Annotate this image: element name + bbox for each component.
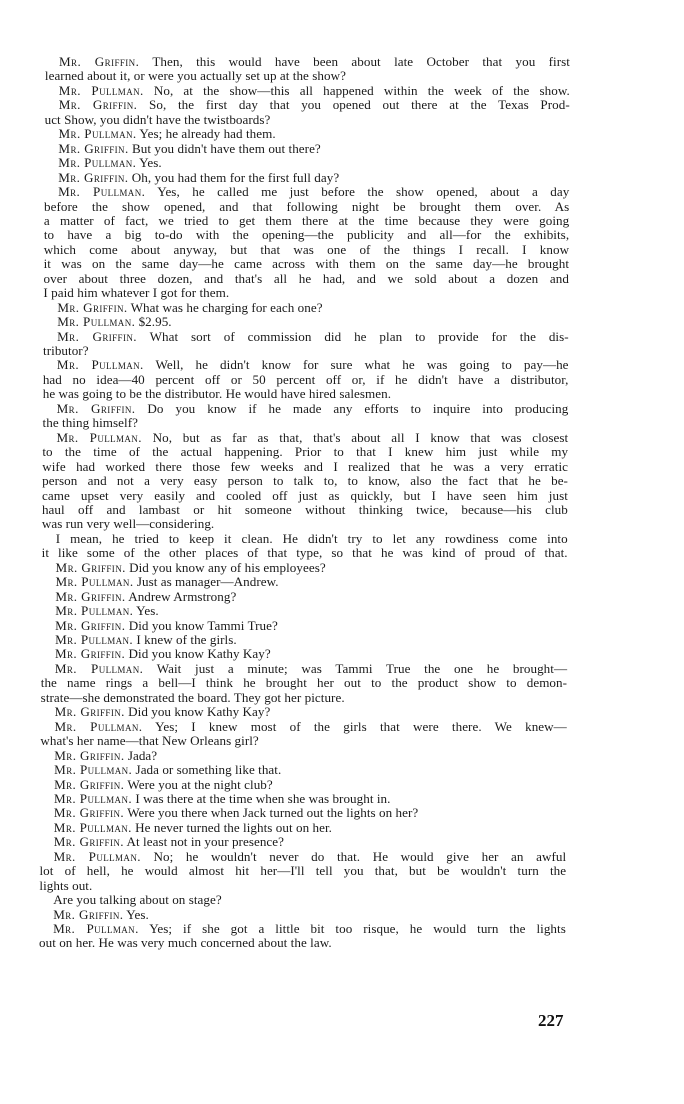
text-line — [44, 214, 569, 228]
text-line — [42, 503, 568, 517]
line-text: What was he charging for each one? — [127, 299, 323, 315]
line-text: Jada? — [124, 747, 158, 763]
text-line — [42, 460, 568, 474]
speaker-name: Mr. Pullman. — [58, 155, 137, 171]
line-text: Were you there when Jack turned out the lights on her? — [124, 805, 419, 821]
speaker-name: Mr. Pullman. — [53, 819, 132, 835]
text-line — [43, 387, 391, 401]
speaker-name: Mr. Pullman. — [53, 848, 141, 864]
speaker-name: Mr. Pullman. — [55, 603, 134, 619]
speaker-name: Mr. Griffin. — [55, 559, 126, 575]
speaker-name: Mr. Pullman. — [56, 429, 142, 445]
speaker-name: Mr. Griffin. — [58, 140, 129, 156]
line-text: was run very well—considering. — [41, 516, 215, 532]
speaker-name: Mr. Pullman. — [54, 660, 144, 676]
speaker-line — [55, 705, 271, 719]
line-text: to have a big to-do with the opening—the publicity and all—for the exhibits, — [43, 227, 570, 243]
line-text: I paid him whatever I got for them. — [43, 285, 230, 301]
line-text: Did you know Kathy Kay? — [125, 646, 271, 662]
speaker-name: Mr. Griffin. — [59, 54, 140, 69]
line-text: out on her. He was very much concerned about the law. — [39, 935, 332, 951]
line-text: it like some of the other places of that type, so that he was kind of proud of that. — [41, 545, 568, 561]
text-line — [45, 69, 346, 83]
line-text: wife had worked there those few weeks and I realized that he was a very erratic — [42, 458, 569, 474]
line-text: the name rings a bell—I think he brought her out to the product show to demon- — [40, 675, 568, 691]
speaker-line — [58, 156, 161, 170]
line-text: to the time of the actual happening. Prior to that I knew him just while my — [42, 444, 569, 460]
speaker-line — [53, 922, 566, 936]
line-text: What sort of commission did he plan to provide for the dis- — [136, 328, 569, 344]
line-text: haul off and lambast or hit someone without thinking twice, because—his club — [41, 501, 568, 517]
line-text: which come about anyway, but that was one of the things I recall. I know — [43, 241, 570, 257]
line-text: No, at the show—this all happened within the week of the show. — [143, 82, 570, 98]
speaker-name: Mr. Pullman. — [56, 357, 144, 373]
text-line — [39, 936, 332, 950]
line-text: strate—she demonstrated the board. They got her picture. — [40, 689, 345, 705]
speaker-name: Mr. Pullman. — [55, 632, 134, 647]
line-text: So, the first day that you opened out there at the Texas Prod- — [137, 97, 570, 113]
line-text: over about three dozen, and that's all he had, and we sold about a dozen and — [43, 270, 569, 286]
speaker-line — [54, 763, 281, 777]
speaker-name: Mr. Pullman. — [55, 574, 134, 590]
speaker-name: Mr. Griffin. — [57, 299, 128, 315]
speaker-name: Mr. Griffin. — [54, 776, 125, 792]
speaker-line — [59, 127, 276, 141]
line-text: Did you know Kathy Kay? — [124, 704, 271, 720]
text-line — [43, 286, 229, 300]
speaker-name: Mr. Griffin. — [54, 704, 125, 720]
text-line — [53, 893, 221, 907]
speaker-line — [55, 604, 158, 618]
text-line — [39, 864, 566, 878]
line-text: had no idea—40 percent off or 50 percent off or, if he didn't have a distributor, — [42, 371, 569, 387]
speaker-name: Mr. Pullman. — [58, 82, 144, 98]
speaker-line — [55, 647, 271, 661]
speaker-line — [57, 358, 569, 372]
line-text: he was going to be the distributor. He would have hired salesmen. — [42, 386, 392, 402]
speaker-line — [55, 575, 278, 589]
line-text: I was there at the time when she was brought in. — [132, 790, 391, 806]
speaker-name: Mr. Pullman. — [57, 314, 136, 330]
speaker-name: Mr. Griffin. — [58, 97, 138, 113]
line-text: Well, he didn't know for sure what he was going to pay—he — [143, 357, 569, 373]
text-line — [42, 474, 568, 488]
speaker-line — [54, 792, 390, 806]
line-text: Do you know if he made any efforts to inquire into producing — [135, 400, 569, 416]
line-text: it was on the same day—he came across with them on the same day—he brought — [43, 256, 570, 272]
line-text: Did you know any of his employees? — [125, 559, 326, 575]
line-text: I mean, he tried to keep it clean. He didn't try to let any rowdiness come into — [55, 530, 568, 546]
speaker-line — [54, 835, 284, 849]
line-text: Then, this would have been about late October that you first — [139, 54, 570, 69]
speaker-line — [54, 778, 273, 792]
speaker-line — [58, 142, 320, 156]
text-line — [40, 734, 258, 748]
speaker-line — [53, 908, 149, 922]
line-text: a matter of fact, we tried to get them there at the time because they were going — [43, 212, 570, 228]
speaker-name: Mr. Griffin. — [57, 328, 137, 344]
speaker-line — [55, 633, 237, 647]
text-line — [42, 546, 568, 560]
line-text: lot of hell, he would almost hit her—I'll tell you that, but be wouldn't turn the — [39, 863, 567, 879]
line-text: Yes. — [123, 906, 149, 922]
speaker-line — [55, 590, 236, 604]
line-text: the thing himself? — [42, 415, 138, 431]
speaker-name: Mr. Griffin. — [53, 805, 125, 821]
speaker-name: Mr. Pullman. — [53, 790, 133, 806]
text-line — [44, 243, 569, 257]
speaker-name: Mr. Griffin. — [54, 646, 126, 662]
speaker-line — [57, 330, 569, 344]
speaker-line — [54, 749, 157, 763]
text-line — [41, 691, 345, 705]
line-text: Were you at the night club? — [124, 776, 273, 792]
text-line — [43, 373, 569, 387]
speaker-line — [59, 84, 570, 98]
speaker-line — [54, 806, 418, 820]
line-text: Did you know Tammi True? — [125, 617, 278, 633]
page-number: 227 — [538, 1011, 564, 1030]
speaker-line — [57, 315, 171, 329]
line-text: uct Show, you didn't have the twistboards? — [44, 111, 271, 127]
line-text: Yes; I knew most of the girls that were there. We knew— — [142, 718, 567, 734]
speaker-name: Mr. Griffin. — [54, 747, 125, 763]
speaker-line — [57, 301, 322, 315]
line-text: tributor? — [43, 343, 89, 358]
speaker-line — [54, 821, 332, 835]
text-line — [44, 200, 569, 214]
speaker-line — [56, 561, 326, 575]
line-text: learned about it, or were you actually set up at the show? — [44, 68, 346, 84]
speaker-name: Mr. Pullman. — [54, 718, 143, 734]
speaker-name: Mr. Griffin. — [56, 400, 136, 416]
text-line — [41, 676, 567, 690]
line-text: Just as manager—Andrew. — [133, 574, 279, 590]
text-line — [42, 445, 568, 459]
speaker-name: Mr. Pullman. — [58, 126, 137, 142]
speaker-line — [55, 619, 278, 633]
line-text: But you didn't have them out there? — [128, 140, 321, 156]
speaker-name: Mr. Pullman. — [54, 762, 133, 778]
speaker-line — [59, 98, 570, 112]
speaker-name: Mr. Griffin. — [53, 834, 124, 850]
speaker-line — [58, 185, 569, 199]
line-text: No, but as far as that, that's about all I know that was closest — [141, 429, 569, 445]
line-text: He never turned the lights out on her. — [131, 819, 332, 835]
line-text: came upset very easily and cooled off just as quickly, but I have seen him just — [42, 487, 568, 503]
line-text: Yes; if she got a little bit too risque, he would turn the lights — [138, 921, 566, 936]
line-text: Wait just a minute; was Tammi True the one he brought— — [143, 660, 568, 676]
line-text: Yes, he called me just before the show opened, about a day — [145, 184, 570, 200]
speaker-name: Mr. Griffin. — [55, 617, 126, 633]
text-line — [39, 879, 92, 893]
text-line — [44, 228, 569, 242]
speaker-name: Mr. Pullman. — [53, 921, 139, 936]
speaker-line — [59, 55, 570, 69]
speaker-line — [56, 431, 568, 445]
speaker-line — [57, 402, 569, 416]
speaker-line — [54, 850, 567, 864]
text-line — [44, 272, 569, 286]
text-line — [43, 344, 89, 358]
text-line — [44, 257, 569, 271]
line-text: Yes; he already had them. — [136, 126, 276, 142]
text-line — [43, 416, 138, 430]
line-text: person and not a very easy person to talk to, to know, also the fact that he be- — [42, 473, 568, 489]
speaker-name: Mr. Pullman. — [58, 184, 146, 200]
line-text: before the show opened, and that following night be brought them over. As — [44, 198, 570, 214]
speaker-name: Mr. Griffin. — [53, 906, 124, 922]
line-text: At least not in your presence? — [123, 834, 285, 850]
line-text: No; he wouldn't never do that. He would give her an awful — [140, 848, 567, 864]
speaker-line — [58, 171, 339, 185]
speaker-name: Mr. Griffin. — [55, 588, 126, 604]
text-line — [42, 489, 568, 503]
line-text: what's her name—that New Orleans girl? — [40, 733, 259, 749]
speaker-line — [54, 720, 566, 734]
text-line — [45, 113, 271, 127]
line-text: Oh, you had them for the first full day? — [128, 169, 340, 185]
line-text: Yes. — [136, 155, 162, 171]
speaker-name: Mr. Griffin. — [58, 169, 129, 185]
line-text: Are you talking about on stage? — [53, 892, 222, 908]
line-text: Jada or something like that. — [132, 762, 282, 778]
line-text: Andrew Armstrong? — [125, 588, 237, 604]
speaker-line — [55, 662, 567, 676]
text-line — [56, 532, 568, 546]
text-line — [42, 517, 214, 531]
line-text: $2.95. — [135, 314, 172, 330]
line-text: Yes. — [133, 603, 159, 619]
line-text: lights out. — [39, 877, 93, 893]
line-text: I knew of the girls. — [133, 632, 237, 647]
